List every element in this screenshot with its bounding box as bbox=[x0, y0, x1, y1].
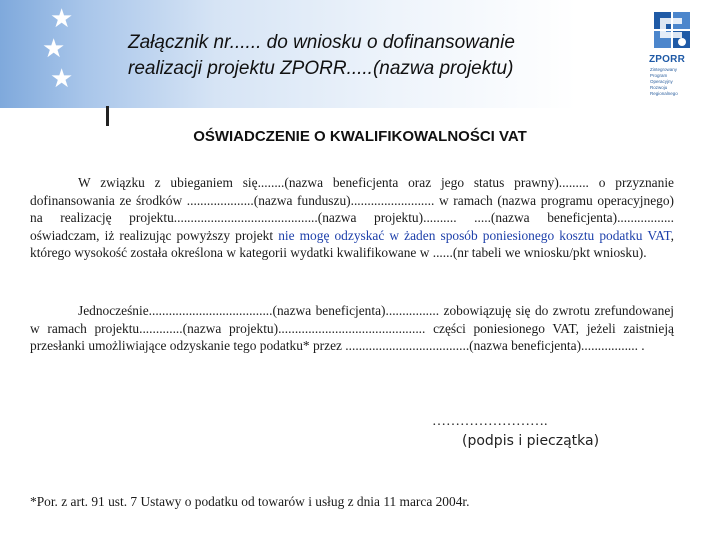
paragraph-statement-text: W związku z ubieganiem się........(nazwa beneficjenta oraz jego status prawny)......... o przyznanie dofinansowania ze środków ....................(nazwa funduszu)......................... w ramach (nazwa programu operacyjnego) na realizację projektu...........................................(nazwa projektu).......... .....(nazwa beneficjenta)................. oświadczam, iż realizując powyższy projekt bbox=[30, 175, 674, 243]
star-icon: ★ bbox=[50, 64, 74, 94]
paragraph-statement bbox=[30, 174, 674, 262]
divider-bar bbox=[106, 106, 109, 126]
title-line-1: Załącznik nr...... do wniosku o dofinansowanie bbox=[128, 32, 515, 53]
highlighted-text: nie mogę odzyskać w żaden sposób poniesionego kosztu podatku VAT bbox=[278, 227, 671, 243]
title-line-2: realizacji projektu ZPORR.....(nazwa projektu) bbox=[128, 58, 514, 79]
logo-subtitle: Zintegrowany Program Operacyjny Rozwoju Regionalnego bbox=[650, 67, 678, 96]
zporr-logo-icon bbox=[652, 10, 692, 52]
zporr-logo bbox=[640, 10, 704, 102]
paragraph-obligation: Jednocześnie.....................................(nazwa beneficjenta)................ zobowiązuję się do zwrotu zrefundowanej w ramach projektu.............(nazwa projektu)............................................ części poniesionego VAT, jeżeli zaistnieją przesłanki umożliwiające odzyskanie tego podatku* przez .....................................(nazwa beneficjenta)................. . bbox=[30, 303, 674, 354]
logo-name: ZPORR bbox=[649, 54, 685, 65]
header-band bbox=[0, 0, 720, 108]
page-title bbox=[128, 30, 515, 82]
signature-line: ……………………. bbox=[432, 414, 548, 429]
paragraph-statement-end: , którego wysokość została określona w kategorii wydatki kwalifikowane w ......(nr tabeli we wniosku/pkt wniosku). bbox=[30, 227, 674, 261]
star-icon: ★ bbox=[42, 34, 66, 64]
document-title: OŚWIADCZENIE O KWALIFIKOWALNOŚCI VAT bbox=[193, 128, 527, 145]
star-icon: ★ bbox=[50, 4, 74, 34]
footnote: *Por. z art. 91 ust. 7 Ustawy o podatku od towarów i usług z dnia 11 marca 2004r. bbox=[30, 494, 470, 509]
signature-label: (podpis i pieczątka) bbox=[462, 433, 600, 449]
